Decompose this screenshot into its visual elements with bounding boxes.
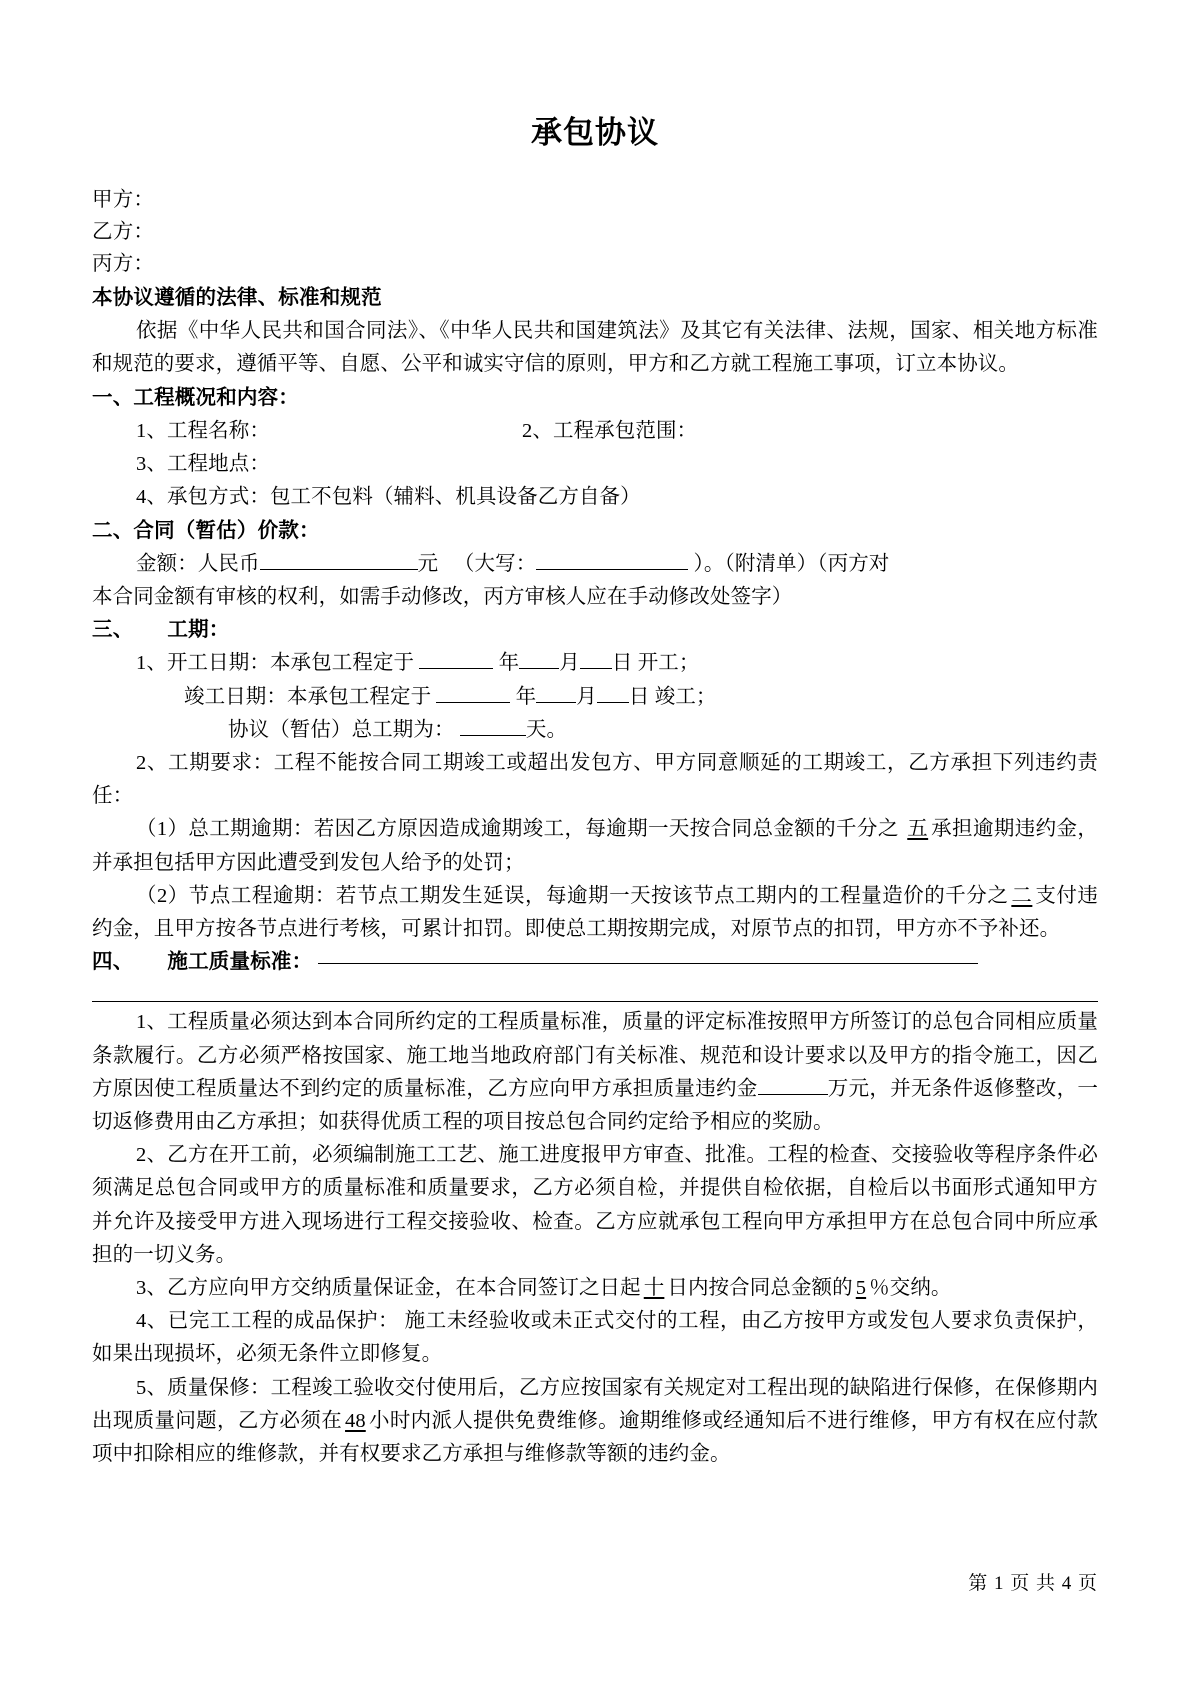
overdue-clause-1-value[interactable]: 五	[907, 818, 929, 841]
end-date-line	[92, 681, 1098, 714]
start-date-line	[92, 647, 1098, 680]
start-date-prefix: 1、开工日期：本承包工程定于	[136, 652, 415, 675]
overdue-clause-2-after: 支付违约金，且甲方按各节点进行考核，可累计扣罚。即使总工期按期完成，对原节点的扣罚，甲方亦不予补还。	[92, 884, 1098, 940]
section-three-title: 工期：	[167, 619, 230, 642]
contract-amount-continuation: 本合同金额有审核的权利，如需手动修改，丙方审核人应在手动修改处签字）	[92, 585, 793, 608]
contract-mode-label: 4、承包方式：包工不包料（辅料、机具设备乙方自备）	[136, 486, 641, 509]
section-one-title: 工程概况和内容：	[133, 386, 300, 409]
party-c-line: 丙方：	[92, 252, 155, 275]
start-month-field[interactable]	[519, 668, 559, 669]
quality-item-2: 2、乙方在开工前，必须编制施工工艺、施工进度报甲方审查、批准。工程的检查、交接验收等程序条件必须满足总包合同或甲方的质量标准和质量要求，乙方必须自检，并提供自检依据，自检后以书面形式通知甲方并允许及接受甲方进入现场进行工程交接验收、检查。乙方应就承包工程向甲方承担甲方在总包合同中所应承担的一切义务。	[92, 1144, 1098, 1266]
quality-item-3	[92, 1272, 1098, 1305]
quality-item-1-unit: 万元，并无条件返修整改，一切返修费用由乙方承担；如获得优质工程的项目按总包合同约定给予相应的奖励。	[92, 1077, 1098, 1133]
project-name-label: 1、工程名称：	[136, 419, 270, 442]
total-duration-field[interactable]	[460, 735, 526, 736]
overdue-clause-2-value[interactable]: 二	[1011, 884, 1033, 907]
quality-penalty-field[interactable]	[758, 1094, 828, 1095]
total-duration-suffix: 天。	[525, 718, 568, 741]
quality-item-5-after: 小时内派人提供免费维修。逾期维修或经通知后不进行维修，甲方有权在应付款项中扣除相应的维修款，并有权要求乙方承担与维修款等额的违约金。	[92, 1409, 1099, 1465]
end-day-field[interactable]	[597, 702, 629, 703]
section-two-title: 合同（暂估）价款：	[133, 519, 320, 542]
quality-item-3-after: ％交纳。	[869, 1276, 952, 1299]
amount-caps-label: （大写：	[453, 552, 537, 575]
page-title: 承包协议	[531, 115, 659, 150]
contract-amount-paragraph	[92, 548, 1098, 581]
start-month-label: 月	[559, 652, 580, 675]
quality-item-1	[92, 1006, 1098, 1139]
project-location-label: 3、工程地点：	[136, 453, 270, 476]
quality-item-1-part1: 1、工程质量必须达到本合同所约定的工程质量标准，质量的评定标准按照甲方所签订的总包合同相应质量条款履行。乙方必须严格按国家、施工地当地政府部门有关标准、规范和设计要求以及甲方的指令施工，因乙方原因使工程质量达不到约定的质量标准，乙方应向甲方承担质量违约金	[92, 1011, 1098, 1100]
start-day-label: 日	[611, 652, 633, 675]
section-four-heading	[92, 946, 1098, 979]
section-one-heading	[92, 382, 1098, 415]
end-date-prefix: 竣工日期：本承包工程定于	[184, 685, 432, 708]
total-duration-line	[92, 714, 1098, 747]
section-two-heading	[92, 515, 1098, 548]
amount-caps-blank-field[interactable]	[536, 569, 688, 570]
amount-unit-label: 元	[417, 552, 439, 575]
quality-standard-blank-line-2[interactable]	[92, 1001, 1098, 1002]
overdue-clause-2-before: （2）节点工程逾期：若节点工期发生延误，每逾期一天按该节点工期内的工程量造价的千分之	[136, 884, 1009, 907]
quality-item-4: 4、已完工工程的成品保护： 施工未经验收或未正式交付的工程，由乙方按甲方或发包人要求负责保护，如果出现损坏，必须无条件立即修复。	[92, 1310, 1098, 1366]
start-year-field[interactable]	[419, 668, 493, 669]
party-a-line: 甲方：	[92, 189, 155, 212]
quality-standard-blank-field[interactable]	[318, 963, 978, 964]
amount-caps-suffix: ）。（附清单）（丙方对	[693, 552, 890, 575]
section-four-number: 四、	[92, 951, 134, 974]
end-suffix-label: 竣工；	[654, 685, 717, 708]
end-day-label: 日	[628, 685, 650, 708]
end-year-label: 年	[515, 685, 537, 708]
section-two-number: 二、	[92, 519, 134, 542]
start-year-label: 年	[498, 652, 520, 675]
amount-prefix-label: 金额：人民币	[136, 552, 260, 575]
end-month-field[interactable]	[536, 702, 576, 703]
section-three-number: 三、	[92, 619, 134, 642]
guarantee-percent-value[interactable]: 5	[855, 1276, 867, 1299]
quality-item-3-before: 3、乙方应向甲方交纳质量保证金，在本合同签订之日起	[136, 1276, 641, 1299]
end-year-field[interactable]	[436, 702, 510, 703]
overdue-clause-1	[92, 813, 1098, 879]
preamble-body: 依据《中华人民共和国合同法》、《中华人民共和国建筑法》及其它有关法律、法规，国家、相关地方标准和规范的要求，遵循平等、自愿、公平和诚实守信的原则，甲方和乙方就工程施工事项，订立本协议。	[92, 320, 1098, 376]
quality-item-5-before: 5、质量保修：工程竣工验收交付使用后，乙方应按国家有关规定对工程出现的缺陷进行保修，在保修期内出现质量问题，乙方必须在	[92, 1376, 1098, 1432]
total-duration-prefix: 协议（暂估）总工期为：	[228, 718, 455, 741]
duration-requirement-paragraph: 2、工期要求：工程不能按合同工期竣工或超出发包方、甲方同意顺延的工期竣工，乙方承担下列违约责任：	[92, 751, 1098, 808]
overdue-clause-1-after: 承担逾期违约金，并承担包括甲方因此遭受到发包人给予的处罚；	[92, 818, 1098, 874]
start-suffix-label: 开工；	[637, 652, 700, 675]
page-footer: 第 1 页 共 4 页	[968, 1573, 1098, 1594]
start-day-field[interactable]	[580, 668, 612, 669]
section-four-title: 施工质量标准：	[167, 951, 313, 974]
quality-item-3-middle: 日内按合同总金额的	[667, 1276, 853, 1299]
preamble-heading: 本协议遵循的法律、标准和规范	[92, 287, 382, 310]
section-three-heading	[92, 614, 1098, 647]
party-b-line: 乙方：	[92, 220, 155, 243]
section-one-number: 一、	[92, 386, 134, 409]
section-one-row-1	[92, 415, 1098, 448]
warranty-hours-value[interactable]: 48	[345, 1409, 366, 1432]
end-month-label: 月	[576, 685, 597, 708]
quality-item-5	[92, 1372, 1098, 1472]
overdue-clause-1-before: （1）总工期逾期：若因乙方原因造成逾期竣工，每逾期一天按合同总金额的千分之	[136, 818, 899, 841]
amount-blank-field[interactable]	[260, 569, 418, 570]
guarantee-days-value[interactable]: 十	[643, 1276, 665, 1299]
project-scope-label: 2、工程承包范围：	[522, 419, 698, 442]
overdue-clause-2	[92, 880, 1098, 946]
